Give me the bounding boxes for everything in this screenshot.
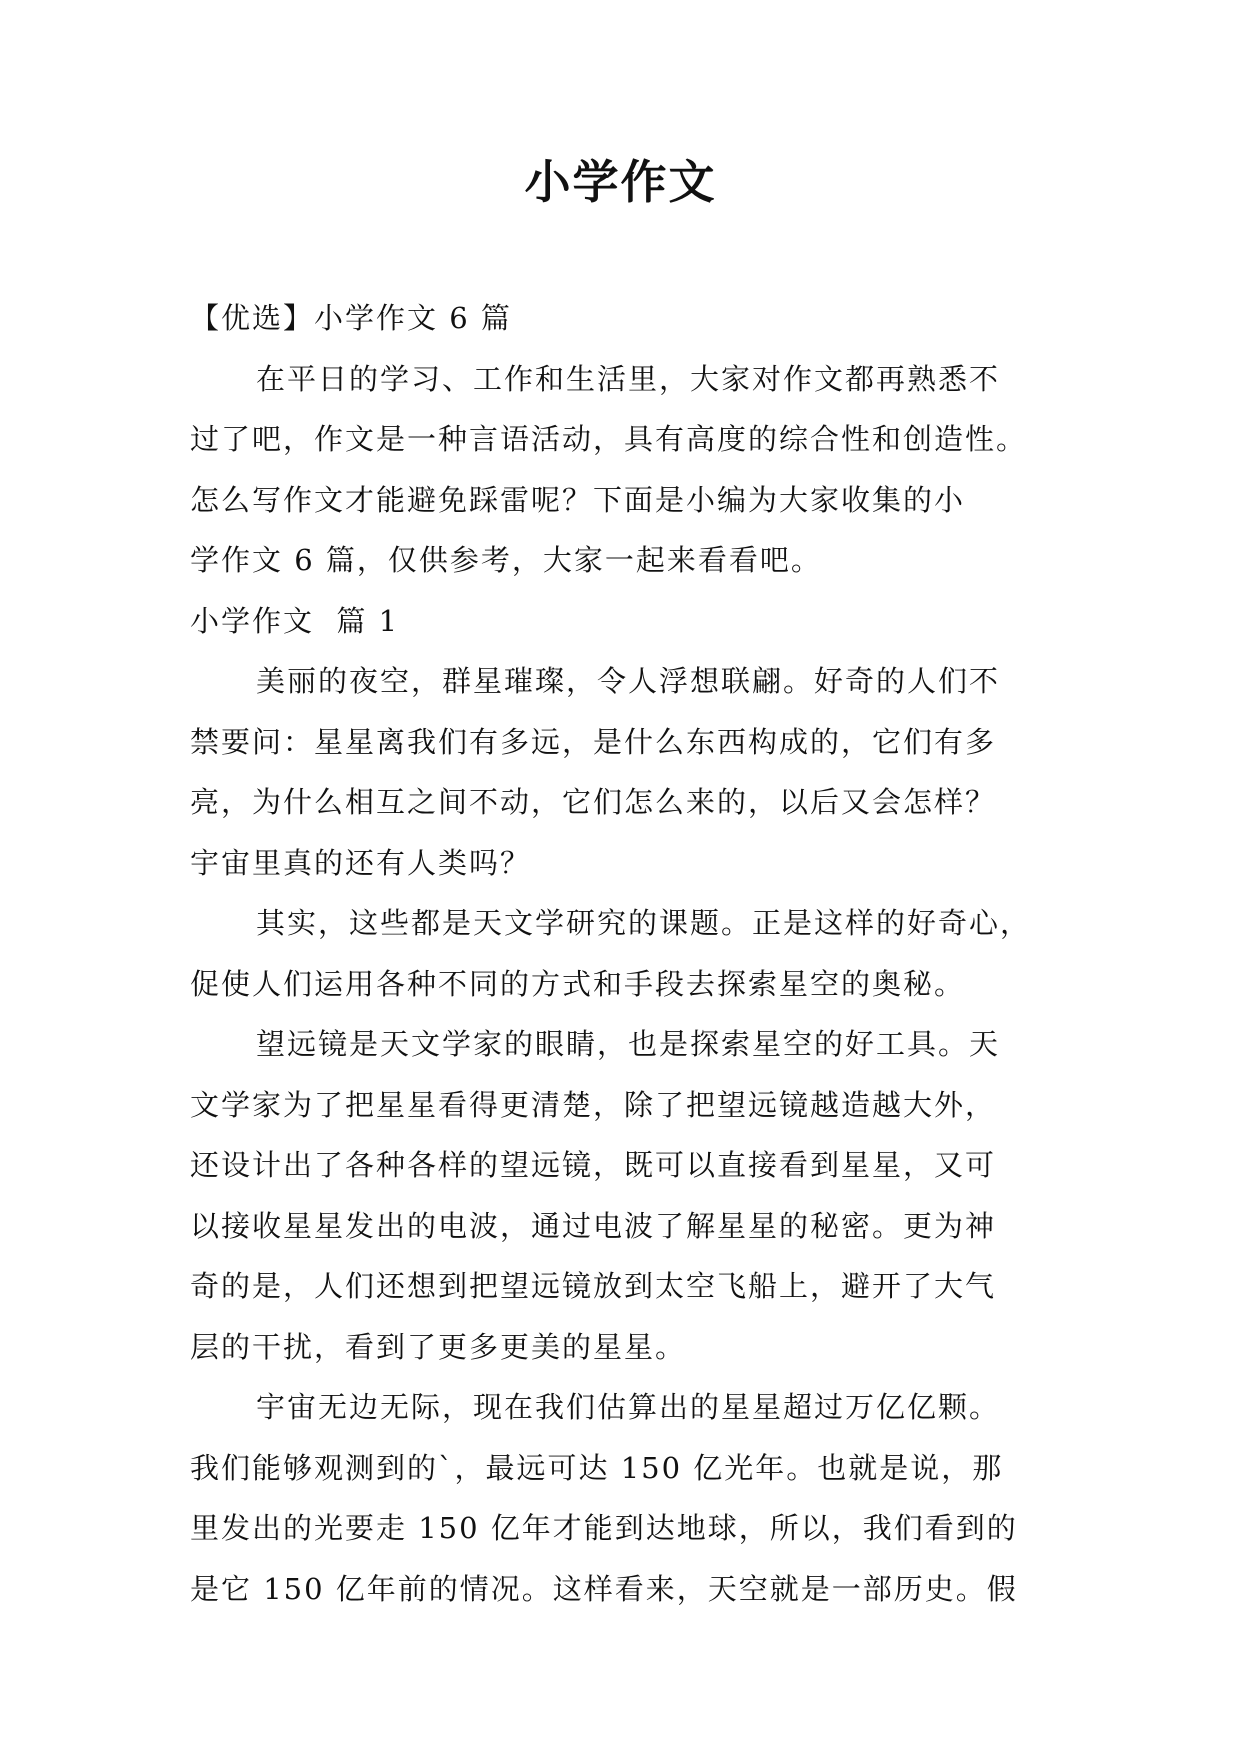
text-line: 过了吧，作文是一种言语活动，具有高度的综合性和创造性。 [190,422,1028,456]
text-line: 层的干扰，看到了更多更美的星星。 [190,1329,687,1364]
text-line: 小学作文 篇 1 [190,603,400,638]
text-line: 怎么写作文才能避免踩雷呢？下面是小编为大家收集的小 [190,482,966,517]
text-line: 还设计出了各种各样的望远镜，既可以直接看到星星，又可 [190,1148,997,1182]
text-line: 亮，为什么相互之间不动，它们怎么来的，以后又会怎样？ [190,785,997,819]
text-line: 美丽的夜空，群星璀璨，令人浮想联翩。好奇的人们不 [256,664,1001,698]
text-line: 以接收星星发出的电波，通过电波了解星星的秘密。更为神 [190,1208,997,1243]
document-body [190,288,1050,1619]
text-line: 促使人们运用各种不同的方式和手段去探索星空的奥秘。 [190,966,966,1001]
text-line: 【优选】小学作文 6 篇 [190,301,512,335]
text-line: 文学家为了把星星看得更清楚，除了把望远镜越造越大外， [190,1087,997,1122]
text-line: 是它 150 亿年前的情况。这样看来，天空就是一部历史。假 [190,1571,1018,1606]
text-line: 学作文 6 篇，仅供参考，大家一起来看看吧。 [190,543,822,577]
text-line: 在平日的学习、工作和生活里，大家对作文都再熟悉不 [256,361,1001,396]
text-line: 其实，这些都是天文学研究的课题。正是这样的好奇心， [256,906,1032,940]
text-line: 里发出的光要走 150 亿年才能到达地球，所以，我们看到的 [190,1511,1018,1545]
text-line: 宇宙无边无际，现在我们估算出的星星超过万亿亿颗。 [256,1390,1001,1424]
text-line: 奇的是，人们还想到把望远镜放到太空飞船上，避开了大气 [190,1269,997,1303]
document-title: 小学作文 [524,155,717,209]
text-line: 宇宙里真的还有人类吗？ [190,845,532,880]
text-line: 我们能够观测到的`，最远可达 150 亿光年。也就是说，那 [190,1450,1004,1485]
text-line: 望远镜是天文学家的眼睛，也是探索星空的好工具。天 [256,1027,1001,1061]
text-line: 禁要问：星星离我们有多远，是什么东西构成的，它们有多 [190,724,997,759]
